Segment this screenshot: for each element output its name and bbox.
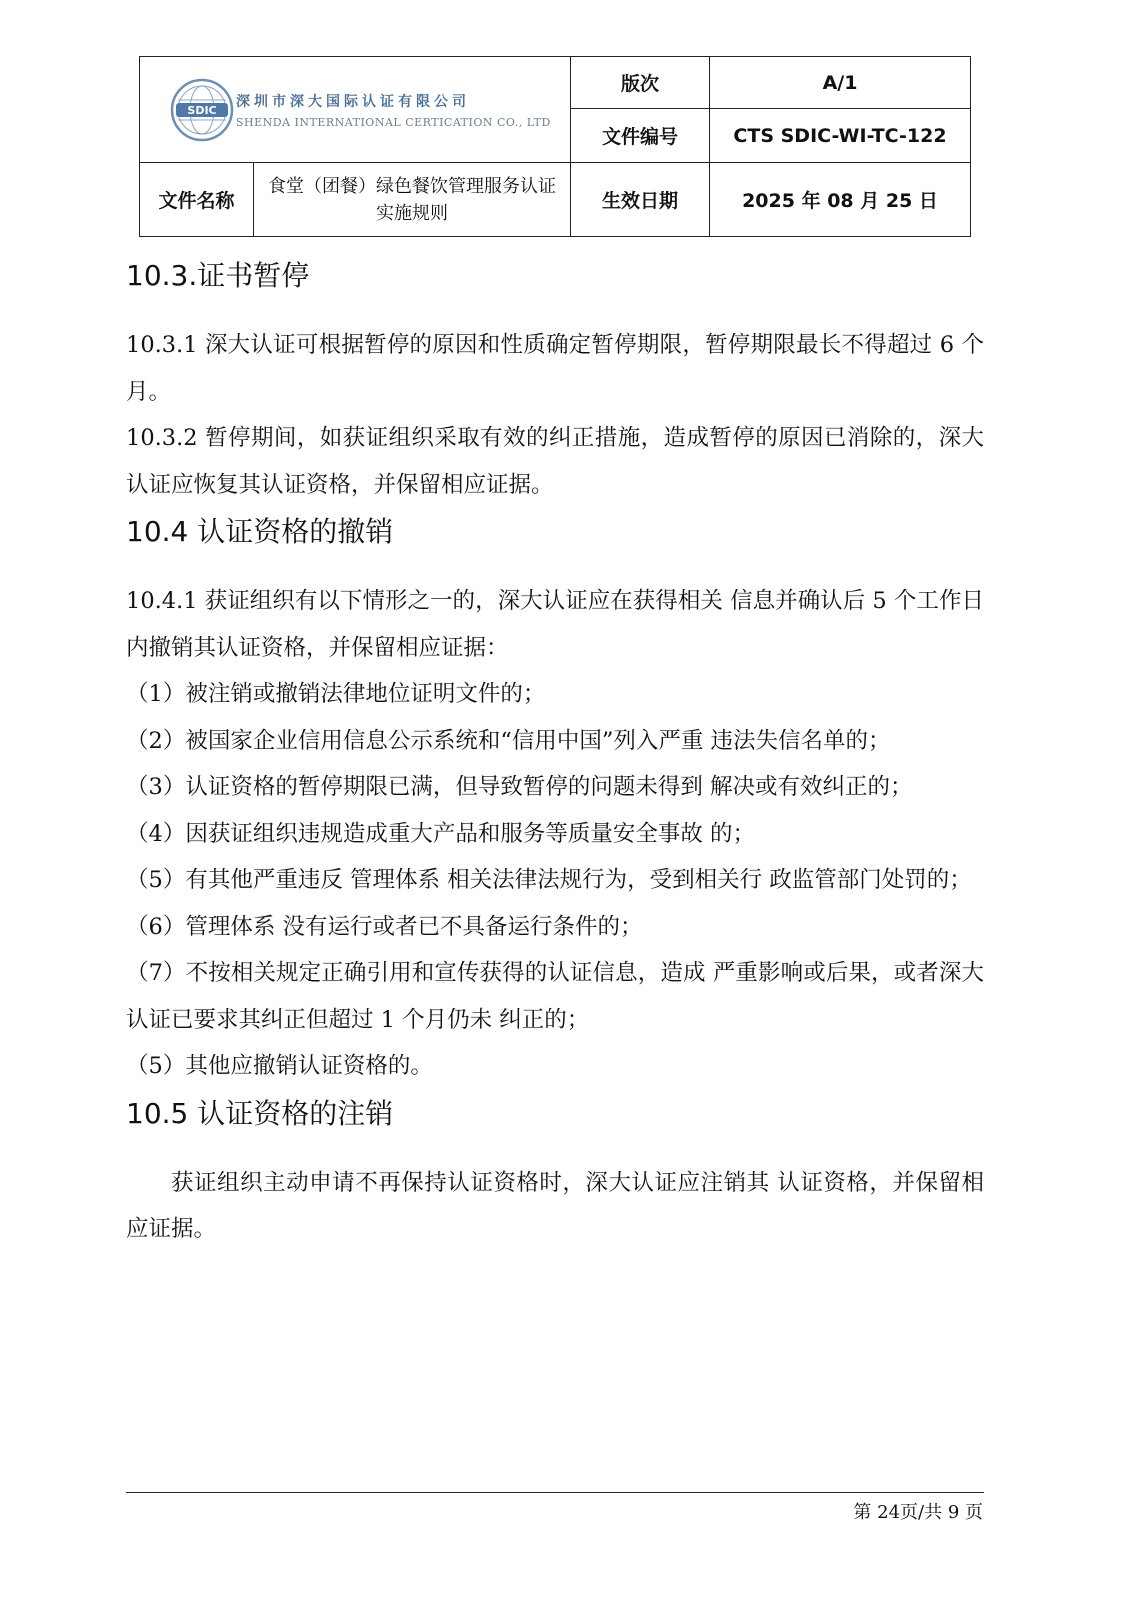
revocation-item: （5）其他应撤销认证资格的。 <box>126 1053 433 1079</box>
doc-name-value: 食堂（团餐）绿色餐饮管理服务认证实施规则 <box>254 163 571 237</box>
revocation-item: （1）被注销或撤销法律地位证明文件的； <box>126 681 546 707</box>
section-10-5-heading: 10.5 认证资格的注销 <box>126 1096 394 1130</box>
section-10-3-heading: 10.3.证书暂停 <box>126 259 310 292</box>
logo-acronym: SDIC <box>187 103 217 117</box>
section-10-4-1-intro: 10.4.1 获证组织有以下情形之一的，深大认证应在获得相关 信息并确认后 5 个工作日内撤销其认证资格，并保留相应证据： <box>126 588 984 661</box>
section-10-3-1-paragraph: 10.3.1 深大认证可根据暂停的原因和性质确定暂停期限，暂停期限最长不得超过 6 个月。 <box>126 332 984 405</box>
version-value: A/1 <box>710 57 971 109</box>
section-10-5-paragraph: 获证组织主动申请不再保持认证资格时，深大认证应注销其 认证资格，并保留相应证据。 <box>126 1169 984 1242</box>
revocation-item: （5）有其他严重违反 管理体系 相关法律法规行为，受到相关行 政监管部门处罚的； <box>126 867 972 893</box>
company-name-cn: 深圳市深大国际认证有限公司 <box>236 93 470 110</box>
revocation-item: （2）被国家企业信用信息公示系统和“信用中国”列入严重 违法失信名单的； <box>126 727 891 754</box>
page-number: 第 24页/共 9 页 <box>853 1502 983 1523</box>
company-logo-icon <box>170 78 234 142</box>
revocation-item: （3）认证资格的暂停期限已满，但导致暂停的问题未得到 解决或有效纠正的； <box>126 774 913 800</box>
document-body <box>126 252 984 1253</box>
doc-name-label: 文件名称 <box>140 163 254 237</box>
section-10-3-2-paragraph: 10.3.2 暂停期间，如获证组织采取有效的纠正措施，造成暂停的原因已消除的，深大认证应恢复其认证资格，并保留相应证据。 <box>126 425 984 498</box>
effective-date-label: 生效日期 <box>571 163 710 237</box>
revocation-item: （4）因获证组织违规造成重大产品和服务等质量安全事故 的； <box>126 820 755 847</box>
doc-number-value: CTS SDIC-WI-TC-122 <box>710 109 971 163</box>
document-header-table <box>139 56 971 237</box>
revocation-item: （7）不按相关规定正确引用和宣传获得的认证信息，造成 严重影响或后果，或者深大认证已要求其纠正但超过 1 个月仍未 纠正的； <box>126 960 984 1033</box>
doc-number-label: 文件编号 <box>571 109 710 163</box>
section-10-4-heading: 10.4 认证资格的撤销 <box>126 515 394 548</box>
company-name-en: SHENDA INTERNATIONAL CERTICATION CO., LTD <box>236 115 551 129</box>
footer-divider <box>126 1492 984 1493</box>
effective-date-value: 2025 年 08 月 25 日 <box>710 163 971 237</box>
version-label: 版次 <box>571 57 710 109</box>
revocation-item: （6）管理体系 没有运行或者已不具备运行条件的； <box>126 913 643 940</box>
company-logo-cell <box>140 57 571 163</box>
